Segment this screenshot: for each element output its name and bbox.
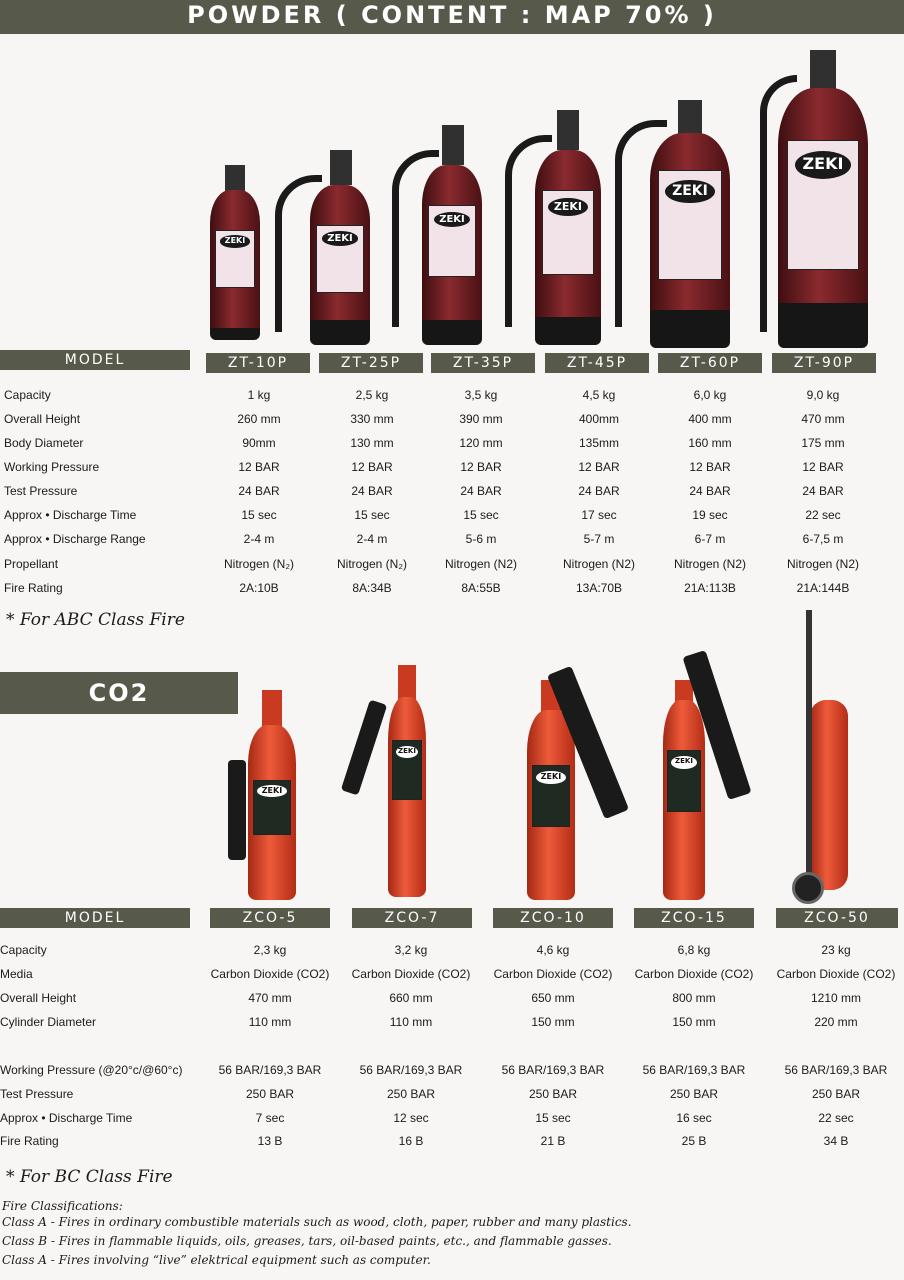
- cell: 400 mm: [688, 412, 732, 426]
- cell: 21 B: [540, 1134, 566, 1148]
- table-row: [0, 433, 904, 455]
- brand-logo: ZEKI: [434, 212, 471, 227]
- discharge-horn: [228, 760, 246, 860]
- cell: 6,0 kg: [693, 388, 727, 402]
- cell: 135mm: [578, 436, 619, 450]
- cell: 12 BAR: [238, 460, 280, 474]
- powder-model-zt-45p: ZT-45P: [545, 353, 649, 373]
- row-label: Capacity: [4, 388, 51, 402]
- row-label: Media: [0, 967, 33, 981]
- extinguisher-zco-15: [663, 680, 705, 900]
- trolley-frame: [806, 610, 812, 890]
- cell: 23 kg: [821, 943, 851, 957]
- table-row: [0, 1084, 904, 1106]
- co2-model-header: MODEL: [0, 908, 190, 928]
- cell: 21A:144B: [796, 581, 850, 595]
- bc-class-note: * For BC Class Fire: [6, 1167, 173, 1187]
- cell: 22 sec: [805, 508, 841, 522]
- cell: 3,2 kg: [394, 943, 428, 957]
- cell: 800 mm: [672, 991, 716, 1005]
- cell: 19 sec: [692, 508, 728, 522]
- powder-model-zt-60p: ZT-60P: [658, 353, 762, 373]
- cell: 24 BAR: [351, 484, 393, 498]
- fire-class-line: Class A - Fires involving “live” elektrical equipment such as computer.: [2, 1253, 431, 1267]
- table-row: [0, 385, 904, 407]
- cell: 8A:34B: [352, 581, 392, 595]
- cell: 150 mm: [672, 1015, 716, 1029]
- cell: 6,8 kg: [677, 943, 711, 957]
- cell: 17 sec: [581, 508, 617, 522]
- cell: 2-4 m: [243, 532, 275, 546]
- fire-class-line: Class A - Fires in ordinary combustible materials such as wood, cloth, paper, rubber and many plastics.: [2, 1215, 632, 1229]
- cell: 12 BAR: [351, 460, 393, 474]
- cell: 130 mm: [350, 436, 394, 450]
- table-row: [0, 457, 904, 479]
- cell: Nitrogen (N2): [786, 557, 860, 571]
- cell: 110 mm: [248, 1015, 292, 1029]
- table-row: [0, 1012, 904, 1034]
- cell: 260 mm: [237, 412, 281, 426]
- table-row: [0, 578, 904, 600]
- cell: 15 sec: [463, 508, 499, 522]
- cell: 9,0 kg: [806, 388, 840, 402]
- powder-model-zt-10p: ZT-10P: [206, 353, 310, 373]
- co2-model-zco-15: ZCO-15: [634, 908, 754, 928]
- extinguisher-zco-7: [388, 665, 426, 897]
- cell: 250 BAR: [386, 1087, 436, 1101]
- cell: 160 mm: [688, 436, 732, 450]
- cell: 24 BAR: [238, 484, 280, 498]
- cell: 470 mm: [248, 991, 292, 1005]
- table-row: [0, 940, 904, 962]
- row-label: Cylinder Diameter: [0, 1015, 97, 1029]
- cell: 330 mm: [350, 412, 394, 426]
- cell: Carbon Dioxide (CO2): [351, 967, 471, 981]
- extinguisher-zt-35p: [422, 125, 482, 345]
- extinguisher-zco-5: [248, 690, 296, 900]
- powder-model-zt-35p: ZT-35P: [431, 353, 535, 373]
- row-label: Overall Height: [0, 991, 77, 1005]
- cell: 5-7 m: [583, 532, 615, 546]
- cell: 15 sec: [354, 508, 390, 522]
- fire-class-line: Class B - Fires in flammable liquids, oils, greases, tars, oil-based paints, etc., and flammable gasses.: [2, 1234, 612, 1248]
- cell: Carbon Dioxide (CO2): [776, 967, 896, 981]
- cell: 12 BAR: [578, 460, 620, 474]
- powder-model-header: MODEL: [0, 350, 190, 370]
- cell: Carbon Dioxide (CO2): [210, 967, 330, 981]
- table-row: [0, 964, 904, 986]
- cell: 2A:10B: [239, 581, 279, 595]
- row-label: Working Pressure (@20°c/@60°c): [0, 1063, 183, 1077]
- row-label: Working Pressure: [4, 460, 100, 474]
- table-row: [0, 505, 904, 527]
- brand-logo: ZEKI: [220, 235, 250, 247]
- cell: 6-7,5 m: [802, 532, 844, 546]
- cell: 12 BAR: [802, 460, 844, 474]
- row-label: Body Diameter: [4, 436, 84, 450]
- cell: 24 BAR: [578, 484, 620, 498]
- cell: Nitrogen (N₂): [336, 557, 407, 571]
- cell: 110 mm: [389, 1015, 433, 1029]
- cell: 650 mm: [531, 991, 575, 1005]
- cell: 21A:113B: [684, 581, 736, 595]
- brand-logo: ZEKI: [548, 198, 589, 216]
- extinguisher-zt-45p: [535, 110, 601, 345]
- cell: 2,5 kg: [355, 388, 389, 402]
- extinguisher-zco-50: [810, 690, 848, 890]
- table-row: [0, 988, 904, 1010]
- cell: 24 BAR: [460, 484, 502, 498]
- cell: 16 B: [398, 1134, 424, 1148]
- brand-logo: ZEKI: [396, 746, 419, 759]
- brand-logo: ZEKI: [665, 180, 715, 204]
- cell: 56 BAR/169,3 BAR: [501, 1063, 605, 1077]
- row-label: Approx • Discharge Time: [4, 508, 137, 522]
- co2-model-zco-50: ZCO-50: [776, 908, 898, 928]
- brand-logo: ZEKI: [322, 231, 359, 246]
- powder-model-zt-25p: ZT-25P: [319, 353, 423, 373]
- cell: Nitrogen (N2): [444, 557, 518, 571]
- cell: 250 BAR: [528, 1087, 578, 1101]
- table-row: [0, 1108, 904, 1130]
- cell: 4,5 kg: [582, 388, 616, 402]
- row-label: Capacity: [0, 943, 47, 957]
- cell: 250 BAR: [811, 1087, 861, 1101]
- cell: 13A:70B: [575, 581, 623, 595]
- cell: 5-6 m: [465, 532, 497, 546]
- table-row: [0, 1131, 904, 1153]
- cell: Nitrogen (N2): [673, 557, 747, 571]
- cell: 120 mm: [459, 436, 503, 450]
- brand-logo: ZEKI: [257, 785, 286, 797]
- row-label: Overall Height: [4, 412, 81, 426]
- brand-logo: ZEKI: [536, 771, 565, 784]
- co2-model-zco-5: ZCO-5: [210, 908, 330, 928]
- brand-logo: ZEKI: [795, 151, 851, 179]
- cell: 8A:55B: [461, 581, 501, 595]
- cell: 220 mm: [814, 1015, 858, 1029]
- extinguisher-zt-60p: [650, 100, 730, 348]
- cell: 390 mm: [459, 412, 503, 426]
- cell: 22 sec: [818, 1111, 854, 1125]
- co2-model-zco-7: ZCO-7: [352, 908, 472, 928]
- co2-section-title: CO2: [0, 672, 238, 714]
- page-header: POWDER ( CONTENT : MAP 70% ): [0, 0, 904, 34]
- extinguisher-zt-25p: [310, 150, 370, 345]
- extinguisher-zt-90p: [778, 50, 868, 348]
- cell: 25 B: [681, 1134, 707, 1148]
- row-label: Test Pressure: [4, 484, 78, 498]
- cell: 16 sec: [676, 1111, 712, 1125]
- cell: 250 BAR: [245, 1087, 295, 1101]
- cell: Carbon Dioxide (CO2): [493, 967, 613, 981]
- cell: 24 BAR: [689, 484, 731, 498]
- cell: 12 BAR: [689, 460, 731, 474]
- powder-model-zt-90p: ZT-90P: [772, 353, 876, 373]
- row-label: Fire Rating: [4, 581, 63, 595]
- table-row: [0, 409, 904, 431]
- cell: 56 BAR/169,3 BAR: [642, 1063, 746, 1077]
- cell: 90mm: [242, 436, 276, 450]
- cell: 2,3 kg: [253, 943, 287, 957]
- table-row: [0, 481, 904, 503]
- cell: 470 mm: [801, 412, 845, 426]
- cell: 3,5 kg: [464, 388, 498, 402]
- cell: 250 BAR: [669, 1087, 719, 1101]
- cell: 15 sec: [241, 508, 277, 522]
- cell: 56 BAR/169,3 BAR: [359, 1063, 463, 1077]
- fire-classifications-heading: Fire Classifications:: [2, 1199, 123, 1213]
- co2-model-zco-10: ZCO-10: [493, 908, 613, 928]
- cell: 56 BAR/169,3 BAR: [784, 1063, 888, 1077]
- extinguisher-zt-10p: [210, 165, 260, 340]
- table-row: [0, 554, 904, 576]
- cell: 12 sec: [393, 1111, 429, 1125]
- cell: 56 BAR/169,3 BAR: [218, 1063, 322, 1077]
- trolley-wheel: [792, 872, 824, 904]
- cell: 24 BAR: [802, 484, 844, 498]
- cell: 12 BAR: [460, 460, 502, 474]
- cell: 175 mm: [801, 436, 845, 450]
- brand-logo: ZEKI: [671, 756, 696, 769]
- row-label: Fire Rating: [0, 1134, 59, 1148]
- cell: Carbon Dioxide (CO2): [634, 967, 754, 981]
- abc-class-note: * For ABC Class Fire: [6, 610, 185, 630]
- table-row: [0, 529, 904, 551]
- row-label: Propellant: [4, 557, 59, 571]
- cell: Nitrogen (N2): [562, 557, 636, 571]
- table-row: [0, 1060, 904, 1082]
- cell: Nitrogen (N₂): [223, 557, 294, 571]
- cell: 7 sec: [255, 1111, 285, 1125]
- cell: 6-7 m: [694, 532, 726, 546]
- cell: 1 kg: [247, 388, 271, 402]
- cell: 150 mm: [531, 1015, 575, 1029]
- cell: 13 B: [257, 1134, 283, 1148]
- cell: 400mm: [578, 412, 619, 426]
- cell: 34 B: [823, 1134, 849, 1148]
- row-label: Test Pressure: [0, 1087, 74, 1101]
- discharge-horn: [341, 700, 387, 796]
- row-label: Approx • Discharge Range: [4, 532, 146, 546]
- row-label: Approx • Discharge Time: [0, 1111, 133, 1125]
- cell: 15 sec: [535, 1111, 571, 1125]
- cell: 4,6 kg: [536, 943, 570, 957]
- cell: 1210 mm: [810, 991, 862, 1005]
- cell: 660 mm: [389, 991, 433, 1005]
- cell: 2-4 m: [356, 532, 388, 546]
